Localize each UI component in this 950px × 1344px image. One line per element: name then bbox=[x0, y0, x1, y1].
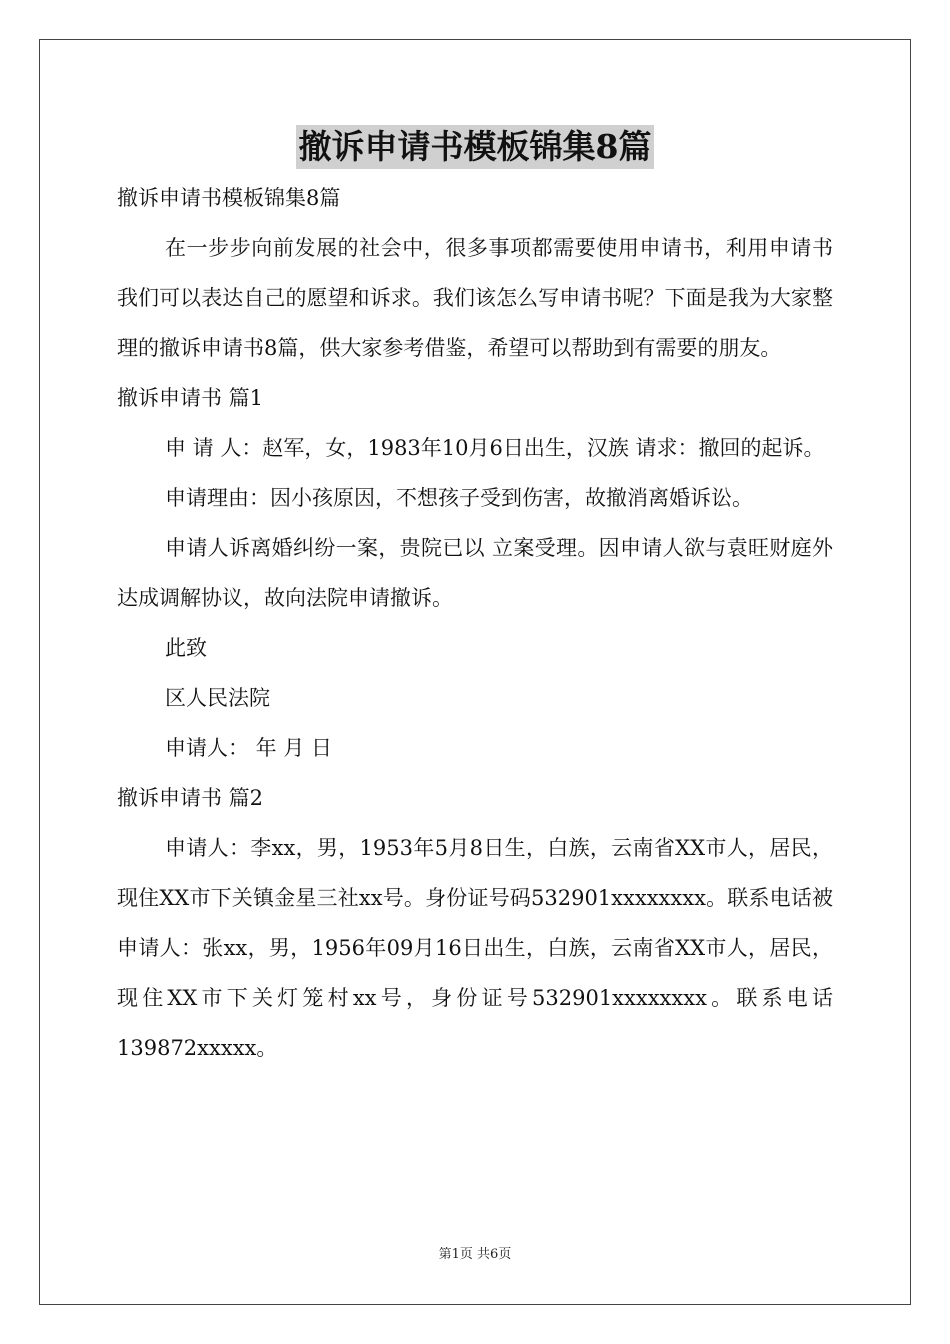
title-wrap bbox=[0, 125, 950, 169]
document-title: 撤诉申请书模板锦集8篇 bbox=[296, 125, 655, 169]
page-footer: 第1页 共6页 bbox=[438, 1247, 512, 1262]
document-body bbox=[117, 173, 833, 1073]
paragraph-8: 区人民法院 bbox=[165, 686, 270, 710]
paragraph-2: 在一步步向前发展的社会中，很多事项都需要使用申请书，利用申请书我们可以表达自己的愿望和诉求。我们该怎么写申请书呢？下面是我为大家整理的撤诉申请书8篇，供大家参考借鉴，希望可以帮助到有需要的朋友。 bbox=[117, 236, 833, 360]
paragraph-6: 申请人诉离婚纠纷一案，贵院已以 立案受理。因申请人欲与袁旺财庭外达成调解协议，故向法院申请撤诉。 bbox=[117, 536, 833, 610]
paragraph-4: 申 请 人：赵军，女，1983年10月6日出生，汉族 请求：撤回的起诉。 bbox=[165, 436, 825, 460]
paragraph-7: 此致 bbox=[165, 636, 207, 660]
paragraph-5: 申请理由：因小孩原因，不想孩子受到伤害，故撤消离婚诉讼。 bbox=[165, 486, 753, 510]
paragraph-1: 撤诉申请书模板锦集8篇 bbox=[117, 186, 341, 210]
section-heading-2: 撤诉申请书 篇2 bbox=[117, 786, 264, 810]
paragraph-11: 申请人：李xx，男，1953年5月8日生，白族，云南省XX市人，居民，现住XX市下关镇金星三社xx号。身份证号码532901xxxxxxxx。联系电话被申请人：张xx，男，1956年09月16日出生，白族，云南省XX市人，居民，现住XX市下关灯笼村xx号，身份证号532901xxxxxxxx。联系电话139872xxxxx。 bbox=[117, 836, 833, 1060]
section-heading-1: 撤诉申请书 篇1 bbox=[117, 386, 264, 410]
paragraph-9: 申请人： 年 月 日 bbox=[165, 736, 333, 760]
